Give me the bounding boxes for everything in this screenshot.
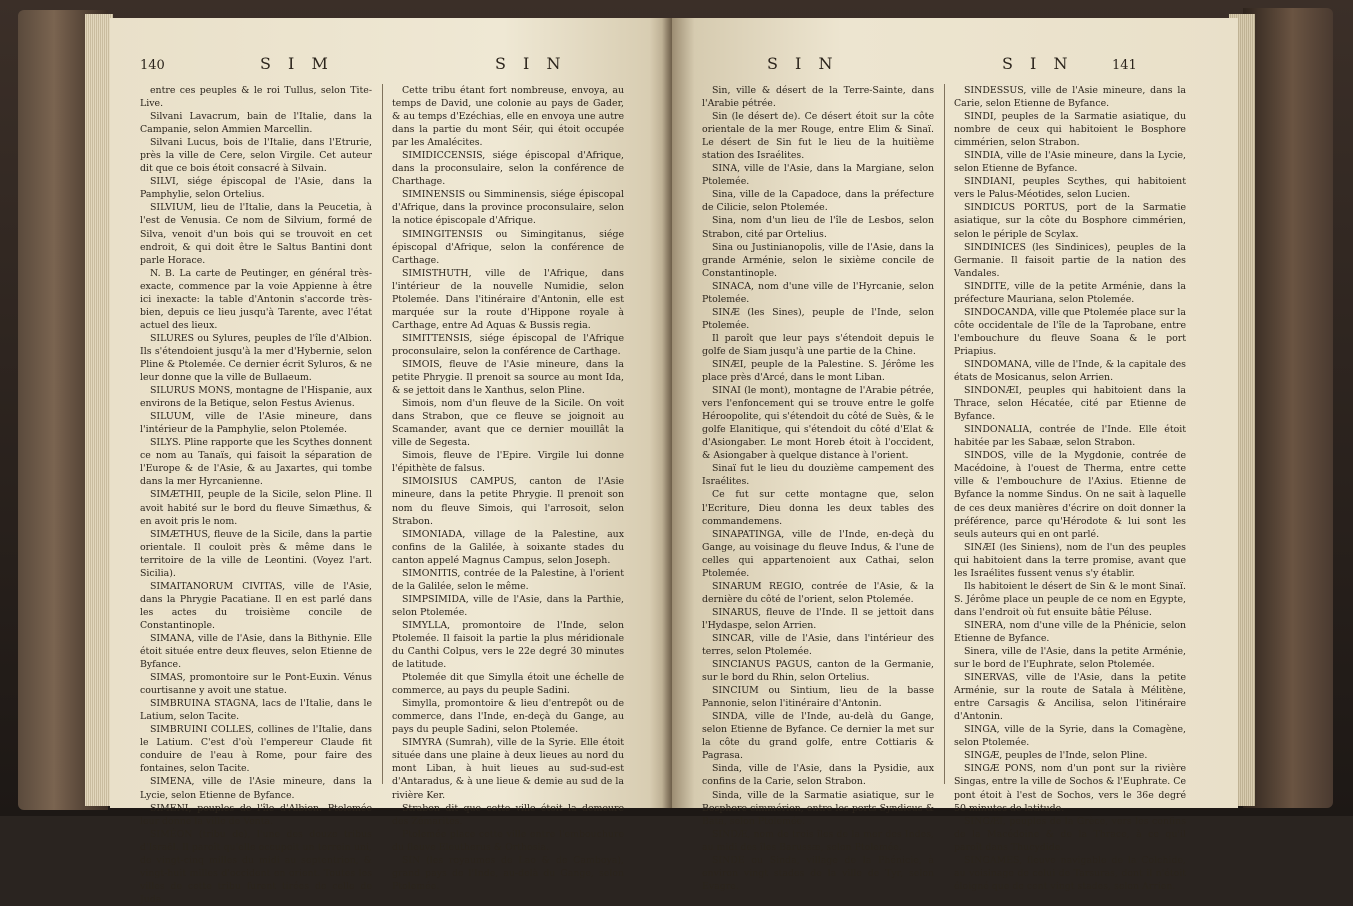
dictionary-entry: SINGÆI, peuples de la Grèce, vers les confins de la Macédoine & de la Thrace, à ce qu'il paroît dans Thucydide.: [954, 815, 1186, 853]
dictionary-entry: SINARUS, fleuve de l'Inde. Il se jettoit dans l'Hydaspe, selon Arrien.: [702, 606, 934, 631]
dictionary-entry: SINDICUS PORTUS, port de la Sarmatie asiatique, sur la côte du Bosphore cimmérien, selon le périple de Scylax.: [954, 202, 1186, 240]
dictionary-entry: Silvani Lucus, bois de l'Italie, dans l'Etrurie, près la ville de Cere, selon Virgile. Cet auteur dit que ce bois étoit consacré à Silvain.: [140, 137, 372, 175]
page-edges-left: [85, 14, 113, 806]
dictionary-entry: SIMOISIUS CAMPUS, canton de l'Asie mineure, dans la petite Phrygie. Il prenoit son nom du fleuve Simois, qui l'arrosoit, selon Strabon.: [392, 476, 624, 527]
dictionary-entry: SINDOMANA, ville de l'Inde, & la capitale des états de Mosicanus, selon Arrien.: [954, 358, 1186, 384]
dictionary-entry: SILURES ou Sylures, peuples de l'île d'Albion. Ils s'étendoient jusqu'à la mer d'Hybernie, selon Pline & Ptolemée. Ce dernier écrit Syluros, & ne leur donne que la ville de Bullaeum.: [140, 332, 372, 384]
dictionary-entry: SIMYRA (Sumrah), ville de la Syrie. Elle étoit située dans une plaine à deux lieues au nord du mont Liban, à huit lieues au sud-sud-est d'Antaradus, & à une lieue & demie au sud de la rivière Ker.: [392, 737, 624, 801]
dictionary-entry: Ptolemée place cette ville entre l'embouchure du fleuve Eleutherus & Orthosia.: [392, 828, 624, 853]
dictionary-entry: Simylla, promontoire & lieu d'entrepôt ou de commerce, dans l'Inde, en-deçà du Gange, au pays du peuple Sadini, selon Ptolemée.: [392, 698, 624, 736]
dictionary-entry: SIMYLLA, promontoire de l'Inde, selon Ptolemée. Il faisoit la partie la plus méridionale du Canthi Colpus, vers le 22e degré 30 minutes de latitude.: [392, 619, 624, 671]
dictionary-entry: SINDÆ, nom de trois îles de la mer des Indes, au midi des îles Barussæ, selon Ptolemée.: [702, 828, 934, 853]
dictionary-entry: SIMINENSIS ou Simminensis, siége épiscopal d'Afrique, dans la province proconsulaire, selon la notice épiscopale d'Afrique.: [392, 189, 624, 227]
dictionary-entry: Sinda, ville de l'Asie, dans la Pysidie, aux confins de la Carie, selon Strabon.: [702, 763, 934, 788]
dictionary-entry: Sina, nom d'un lieu de l'île de Lesbos, selon Strabon, cité par Ortelius.: [702, 215, 934, 240]
dictionary-entry: SINDE ou Sinda, village de la Phénicie, à environ vingt stades de la ville de Tyr, selon Evagre.: [702, 854, 934, 892]
page-number-right: 141: [1112, 58, 1137, 73]
running-header-left: S I M: [260, 54, 334, 73]
dictionary-entry: SIMAS, promontoire sur le Pont-Euxin. Vénus courtisanne y avoit une statue.: [140, 672, 372, 697]
dictionary-entry: Sin (le désert de). Ce désert étoit sur la côte orientale de la mer Rouge, entre Elim & Sinaï. Le désert de Sin fut le lieu de la huitième station des Israélites.: [702, 111, 934, 162]
dictionary-entry: SIMANA, ville de l'Asie, dans la Bithynie. Elle étoit située entre deux fleuves, selon Etienne de Byfance.: [140, 632, 372, 671]
dictionary-entry: SILVI, siége épiscopal de l'Asie, dans la Pamphylie, selon Ortelius.: [140, 176, 372, 201]
dictionary-entry: SINÆI, peuple de la Palestine. S. Jérôme les place près d'Arcé, dans le mont Liban.: [702, 358, 934, 384]
dictionary-entry: SINACA, nom d'une ville de l'Hyrcanie, selon Ptolemée.: [702, 280, 934, 305]
running-header-right-second: S I N: [1002, 54, 1074, 73]
dictionary-entry: Sinaï fut le lieu du douzième campement des Israélites.: [702, 463, 934, 488]
book-cover-right: [1243, 8, 1333, 808]
page-number-left: 140: [140, 58, 165, 73]
dictionary-entry: SIMONIADA, village de la Palestine, aux confins de la Galilée, à soixante stades du canton appelé Magnus Campus, selon Joseph.: [392, 528, 624, 566]
dictionary-entry: SINDITE, ville de la petite Arménie, dans la préfecture Mauriana, selon Ptolemée.: [954, 280, 1186, 305]
dictionary-entry: SINDINICES (les Sindinices), peuples de la Germanie. Il faisoit partie de la nation des Vandales.: [954, 241, 1186, 279]
dictionary-entry: SIMPSIMIDA, ville de l'Asie, dans la Parthie, selon Ptolemée.: [392, 593, 624, 618]
dictionary-entry: SINCAR, ville de l'Asie, dans l'intérieur des terres, selon Ptolemée.: [702, 632, 934, 658]
dictionary-entry: SIMÉON (tribu de), l'une des douze tribus d'Israël. Il paroît qu'elle occupoit un terrein uni, de vingt-cinq milles du midi au septentrion, & vingt-huit milles d'occident en orient. Toutes les villes de cette tribu furent tirées de celle de Juda.: [140, 828, 372, 905]
dictionary-entry: SILYS. Pline rapporte que les Scythes donnent ce nom au Tanaïs, qui faisoit la séparation de l'Europe & de l'Asie, & au Jaxartes, qui tombe dans la mer Hyrcanienne.: [140, 437, 372, 488]
dictionary-entry: Il paroît que leur pays s'étendoit depuis le golfe de Siam jusqu'à une partie de la Chine.: [702, 332, 934, 357]
dictionary-entry: SINERA, nom d'une ville de la Phénicie, selon Etienne de Byfance.: [954, 619, 1186, 644]
dictionary-entry: Sinera, ville de l'Asie, dans la petite Arménie, sur le bord de l'Euphrate, selon Ptolemée.: [954, 646, 1186, 671]
dictionary-entry: SINDONÆI, peuples qui habitoient dans la Thrace, selon Hécatée, cité par Etienne de Byfance.: [954, 385, 1186, 423]
dictionary-entry: SIMOIS, fleuve de l'Asie mineure, dans la petite Phrygie. Il prenoit sa source au mont Ida, & se jettoit dans le Xanthus, selon Pline.: [392, 358, 624, 397]
dictionary-entry: SINDIA, ville de l'Asie mineure, dans la Lycie, selon Etienne de Byfance.: [954, 150, 1186, 175]
right-page-column-1: [702, 84, 934, 892]
dictionary-entry: SINDA, ville de l'Inde, au-delà du Gange, selon Etienne de Byfance. Ce dernier la met sur la côte du grand golfe, entre Cottiaris & Pagrasa.: [702, 711, 934, 762]
right-page-column-2: [954, 84, 1186, 892]
dictionary-entry: Ils habitoient le désert de Sin & le mont Sinaï. S. Jérôme place un peuple de ce nom en Egypte, dans l'endroit où fut ensuite bâtie Péluse.: [954, 580, 1186, 618]
dictionary-entry: SINDOS, ville de la Mygdonie, contrée de Macédoine, à l'ouest de Therma, entre cette ville & l'embouchure de l'Axius. Etienne de Byfance la nomme Sindus. On ne sait à laquelle de ces deux manières d'écrire on doit donner la préférence, parce qu'Hérodote & lui sont les seuls auteurs qui en ont parlé.: [954, 450, 1186, 540]
dictionary-entry: SINCIUM ou Sintium, lieu de la basse Pannonie, selon l'itinéraire d'Antonin.: [702, 685, 934, 710]
dictionary-entry: SINÆI (les Siniens), nom de l'un des peuples qui habitoient dans la terre promise, avant que les Israélites fussent venus s'y établir.: [954, 541, 1186, 579]
dictionary-entry: SILVIUM, lieu de l'Italie, dans la Peucetia, à l'est de Venusia. Ce nom de Silvium, formé de Silva, venoit d'un bois qui se trouvoit en cet endroit, & qui doit être le Saltus Bantini dont parle Horace.: [140, 202, 372, 266]
dictionary-entry: SINERVAS, ville de l'Asie, dans la petite Arménie, sur la route de Satala à Mélitène, entre Carsagis & Ancilisa, selon l'itinéraire d'Antonin.: [954, 672, 1186, 723]
dictionary-entry: SINGAMES, fleuve navigable de la Colchide, au voisinage de celui de Tarsuras, dont il n'étoit éloigné que de cent vingt stades, selon Arrien.: [954, 854, 1186, 892]
dictionary-entry: SIMITTENSIS, siége épiscopal de l'Afrique proconsulaire, selon la conférence de Carthage.: [392, 332, 624, 357]
dictionary-entry: Simois, fleuve de l'Epire. Virgile lui donne l'épithète de falsus.: [392, 450, 624, 475]
dictionary-entry: SILURUS MONS, montagne de l'Hispanie, aux environs de la Betique, selon Festus Avienus.: [140, 385, 372, 410]
dictionary-entry: SINGÆ PONS, nom d'un pont sur la rivière Singas, entre la ville de Sochos & l'Euphrate. Ce pont étoit à l'est de Sochos, vers le 36e degré 50 minutes de latitude.: [954, 763, 1186, 814]
dictionary-entry: SILUUM, ville de l'Asie mineure, dans l'intérieur de la Pamphylie, selon Ptolemée.: [140, 411, 372, 436]
dictionary-entry: Cette tribu étant fort nombreuse, envoya, au temps de David, une colonie au pays de Gader, & au temps d'Ezéchias, elle en envoya une autre dans la partie du mont Séir, qui étoit occupée par les Amalécites.: [392, 85, 624, 149]
column-rule: [944, 84, 945, 784]
dictionary-entry: SINÆ (les Sines), peuple de l'Inde, selon Ptolemée.: [702, 306, 934, 331]
dictionary-entry: SIMENA, ville de l'Asie mineure, dans la Lycie, selon Etienne de Byfance.: [140, 776, 372, 801]
dictionary-entry: SINCIANUS PAGUS, canton de la Germanie, sur le bord du Rhin, selon Ortelius.: [702, 659, 934, 684]
dictionary-entry: SINAI (le mont), montagne de l'Arabie pétrée, vers l'enfoncement qui se trouve entre le golfe Héroopolite, qui s'étendoit du côté de Suès, & le golfe Elanitique, qui s'étendoit du côté d'Elat & d'Asiongaber. Le mont Horeb étoit à l'occident, & Asiongaber à quelque distance à l'orient.: [702, 385, 934, 462]
left-page-column-2: [392, 84, 624, 892]
dictionary-entry: Sina ou Justinianopolis, ville de l'Asie, dans la grande Arménie, selon le sixième concile de Constantinople.: [702, 241, 934, 279]
dictionary-entry: SINARUM REGIO, contrée de l'Asie, & la dernière du côté de l'orient, selon Ptolemée.: [702, 580, 934, 605]
running-header-right: S I N: [767, 54, 839, 73]
dictionary-entry: N. B. La carte de Peutinger, en général très-exacte, commence par la voie Appienne à être ici inexacte: la table d'Antonin s'accorde très-bien, depuis ce lieu jusqu'à Tarente, avec l'état actuel des lieux.: [140, 267, 372, 331]
dictionary-entry: SIMINGITENSIS ou Simingitanus, siége épiscopal d'Afrique, selon la conférence de Carthage.: [392, 228, 624, 266]
dictionary-entry: SINDESSUS, ville de l'Asie mineure, dans la Carie, selon Etienne de Byfance.: [954, 85, 1186, 110]
dictionary-entry: SIMBRUINA STAGNA, lacs de l'Italie, dans le Latium, selon Tacite.: [140, 698, 372, 723]
dictionary-entry: SIMBRUINI COLLES, collines de l'Italie, dans le Latium. C'est d'où l'empereur Claude fit conduire de l'eau à Rome, pour faire des fontaines, selon Tacite.: [140, 724, 372, 775]
dictionary-entry: SINGA, ville de la Syrie, dans la Comagène, selon Ptolemée.: [954, 724, 1186, 749]
dictionary-entry: SIMONITIS, contrée de la Palestine, à l'orient de la Galilée, selon le même.: [392, 567, 624, 592]
column-rule: [382, 84, 383, 784]
dictionary-entry: Ptolemée dit que Simylla étoit une échelle de commerce, au pays du peuple Sadini.: [392, 672, 624, 697]
dictionary-entry: SIMISTHUTH, ville de l'Afrique, dans l'intérieur de la nouvelle Numidie, selon Ptolemée. Dans l'itinéraire d'Antonin, elle est marquée sur la route d'Hippone royale à Carthage, entre Ad Aquas & Bussis regia.: [392, 267, 624, 331]
dictionary-entry: SINGÆ, peuples de l'Inde, selon Pline.: [964, 750, 1148, 762]
dictionary-entry: SIMÆTHUS, fleuve de la Sicile, dans la partie orientale. Il couloit près & même dans le territoire de la ville de Leontini. (Voyez l'art. Sicilia).: [140, 528, 372, 579]
dictionary-entry: Sin, ville & désert de la Terre-Sainte, dans l'Arabie pétrée.: [702, 85, 934, 110]
dictionary-entry: SIMENI, peuples de l'île d'Albion. Ptolemée leur donne la ville de Venta.: [140, 802, 372, 827]
dictionary-entry: Simois, nom d'un fleuve de la Sicile. On voit dans Strabon, que ce fleuve se joignoit au Scamander, avant que ce dernier mouillât la ville de Segesta.: [392, 398, 624, 449]
right-page: [672, 18, 1238, 892]
dictionary-entry: SINAPATINGA, ville de l'Inde, en-deçà du Gange, au voisinage du fleuve Indus, & l'une de celles qui appartenoient aux Cathai, selon Ptolemée.: [702, 528, 934, 579]
dictionary-entry: SIN (les royaumes de Lao & de Camboya), grand pays de l'Inde, au-delà du Gange, selon Ptolemée.: [392, 854, 624, 892]
dictionary-entry: SIMIDICCENSIS, siége épiscopal d'Afrique, dans la proconsulaire, selon la conférence de Charthage.: [392, 150, 624, 188]
dictionary-entry: entre ces peuples & le roi Tullus, selon Tite-Live.: [140, 85, 372, 110]
dictionary-entry: Sina, ville de la Capadoce, dans la préfecture de Cilicie, selon Ptolemée.: [702, 189, 934, 214]
dictionary-entry: Sinda, ville de la Sarmatie asiatique, sur le Bosphore cimmérien, entre les ports Syndicus & Bata, selon Ptolemée.: [702, 789, 934, 827]
dictionary-entry: SIMÆTHII, peuple de la Sicile, selon Pline. Il avoit habité sur le bord du fleuve Simæthus, & en avoit pris le nom.: [140, 489, 372, 527]
dictionary-entry: Ce fut sur cette montagne que, selon l'Ecriture, Dieu donna les deux tables des commandemens.: [702, 489, 934, 527]
dictionary-entry: SINDONALIA, contrée de l'Inde. Elle étoit habitée par les Sabaæ, selon Strabon.: [954, 424, 1186, 449]
dictionary-entry: SINDIANI, peuples Scythes, qui habitoient vers le Palus-Méotides, selon Lucien.: [954, 176, 1186, 201]
dictionary-entry: Silvani Lavacrum, bain de l'Italie, dans la Campanie, selon Ammien Marcellin.: [140, 111, 372, 136]
dictionary-entry: SINDOCANDA, ville que Ptolemée place sur la côte occidentale de l'île de la Taprobane, entre l'embouchure du fleuve Soana & le port Priapius.: [954, 306, 1186, 357]
left-page-column-1: [140, 84, 372, 905]
dictionary-entry: SINA, ville de l'Asie, dans la Margiane, selon Ptolemée.: [702, 163, 934, 188]
left-page: [110, 18, 672, 905]
dictionary-entry: SINDI, peuples de la Sarmatie asiatique, du nombre de ceux qui habitoient le Bosphore cimmérien, selon Strabon.: [954, 111, 1186, 149]
dictionary-entry: Strabon dit que cette ville étoit la demeure des Zémarites.: [392, 802, 624, 827]
dictionary-entry: SIMAITANORUM CIVITAS, ville de l'Asie, dans la Phrygie Pacatiane. Il en est parlé dans les actes du troisième concile de Constantinople.: [140, 580, 372, 631]
running-header-left-second: S I N: [495, 54, 567, 73]
